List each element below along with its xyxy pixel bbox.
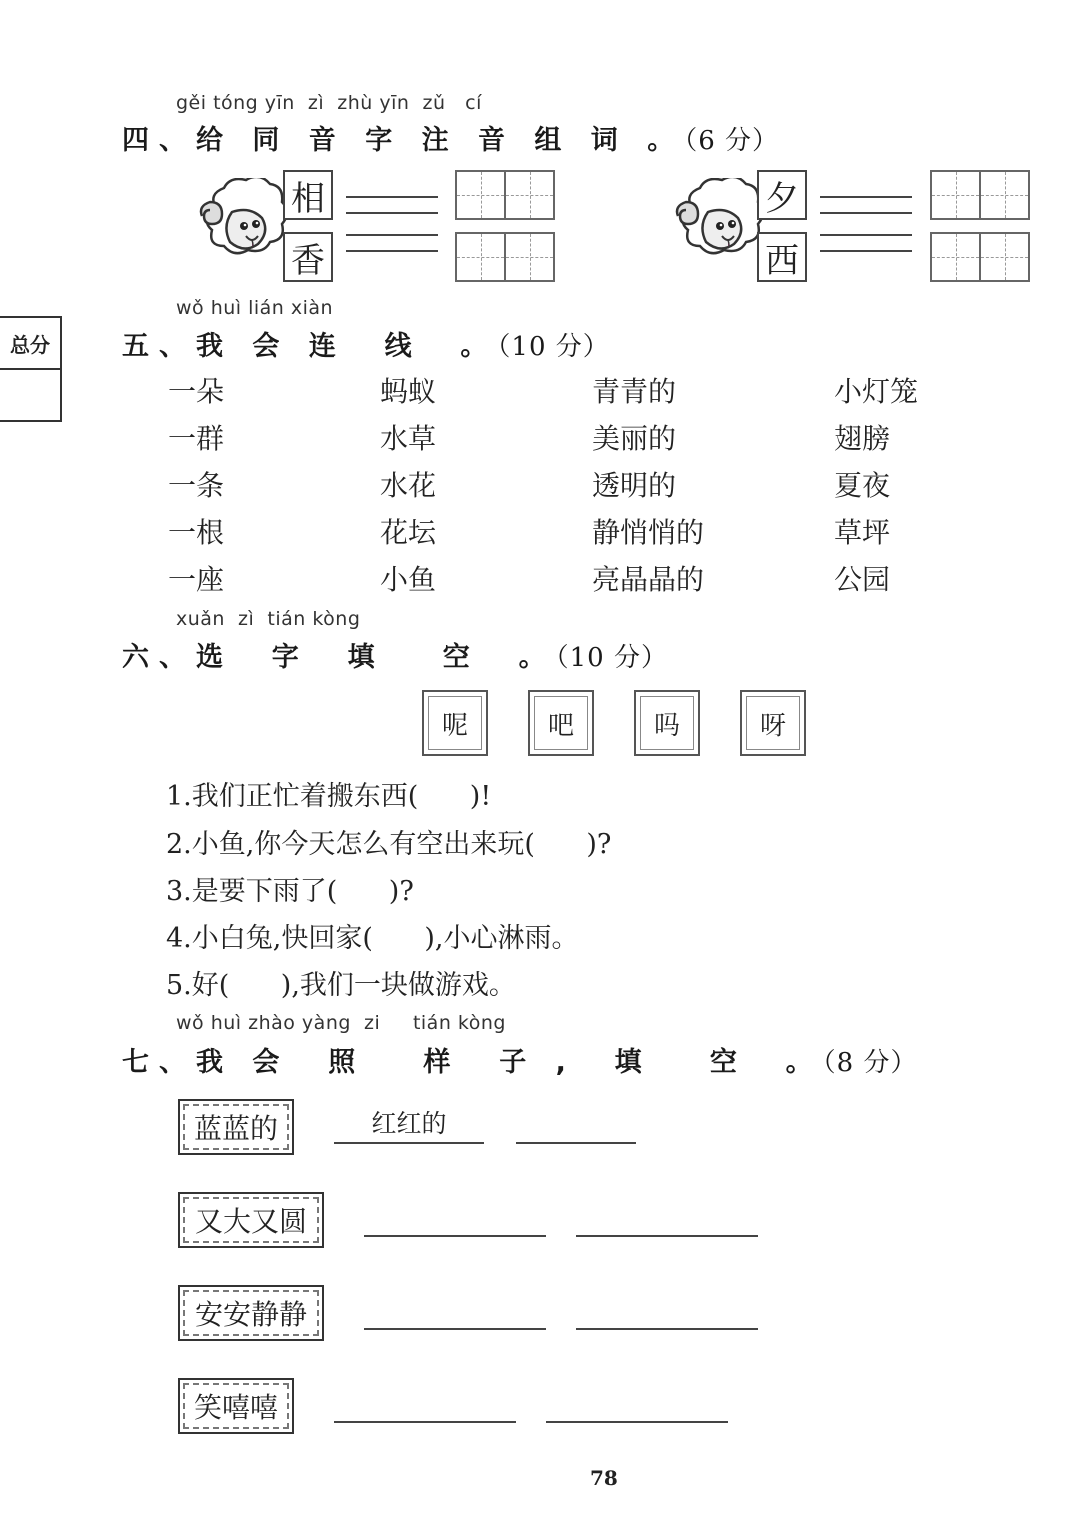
- section5-title-text: 五、我 会 连 线 。: [122, 331, 498, 362]
- match-word[interactable]: 青青的: [592, 375, 677, 408]
- option-char: 吧: [528, 690, 594, 756]
- match-word[interactable]: 翅膀: [834, 422, 891, 455]
- section7-title: [122, 1040, 917, 1079]
- match-word[interactable]: 透明的: [592, 469, 677, 502]
- pinyin-answer-line[interactable]: [820, 196, 912, 198]
- char-box: 香: [283, 232, 333, 282]
- total-score-box: [0, 316, 62, 422]
- section4-pinyin: gěi tóng yīn zì zhù yīn zǔ cí: [176, 92, 482, 114]
- match-word[interactable]: 小灯笼: [834, 375, 919, 408]
- section4-title-text: 四、给 同 音 字 注 音 组 词 。: [122, 125, 685, 156]
- section6-title-text: 六、选 字 填 空 。: [122, 642, 556, 673]
- section5-pinyin: wǒ huì lián xiàn: [176, 297, 334, 319]
- fill-sentence[interactable]: 1.我们正忙着搬东西( )!: [166, 781, 492, 812]
- answer-line[interactable]: [334, 1383, 516, 1423]
- fill-sentence[interactable]: 4.小白兔,快回家( ),小心淋雨。: [166, 923, 579, 954]
- section6-title: [122, 635, 668, 674]
- match-word[interactable]: 一朵: [168, 375, 225, 408]
- fill-sentence[interactable]: 3.是要下雨了( )?: [166, 876, 414, 907]
- match-word[interactable]: 花坛: [380, 516, 437, 549]
- fill-sentence[interactable]: 2.小鱼,你今天怎么有空出来玩( )?: [166, 829, 612, 860]
- example-word: 笑嘻嘻: [178, 1378, 294, 1434]
- answer-line[interactable]: [546, 1383, 728, 1423]
- pinyin-answer-line[interactable]: [346, 234, 438, 236]
- option-char: 吗: [634, 690, 700, 756]
- match-word[interactable]: 水花: [380, 469, 437, 502]
- match-word[interactable]: 一根: [168, 516, 225, 549]
- pinyin-answer-line[interactable]: [346, 212, 438, 214]
- answer-line[interactable]: [364, 1290, 546, 1330]
- word-writing-grid[interactable]: [455, 232, 555, 282]
- section7-score: （8 分）: [822, 1048, 918, 1078]
- example-word: 安安静静: [178, 1285, 324, 1341]
- match-word[interactable]: 一条: [168, 469, 225, 502]
- section6-score: （10 分）: [555, 643, 668, 673]
- section6-pinyin: xuǎn zì tián kòng: [176, 608, 361, 630]
- match-word[interactable]: 小鱼: [380, 563, 437, 596]
- answer-line[interactable]: [516, 1104, 636, 1144]
- answer-line[interactable]: [576, 1290, 758, 1330]
- match-word[interactable]: 公园: [834, 563, 891, 596]
- total-score-label: 总分: [0, 318, 60, 370]
- word-writing-grid[interactable]: [930, 232, 1030, 282]
- word-writing-grid[interactable]: [930, 170, 1030, 220]
- fill-sentence[interactable]: 5.好( ),我们一块做游戏。: [166, 970, 516, 1001]
- option-char: 呀: [740, 690, 806, 756]
- answer-line[interactable]: [576, 1197, 758, 1237]
- total-score-field[interactable]: [0, 370, 60, 420]
- example-word: 又大又圆: [178, 1192, 324, 1248]
- pinyin-answer-line[interactable]: [346, 250, 438, 252]
- match-word[interactable]: 蚂蚁: [380, 375, 437, 408]
- section5-score: （10 分）: [497, 332, 610, 362]
- answer-line[interactable]: [364, 1197, 546, 1237]
- sheep-icon: [672, 178, 764, 268]
- answer-line[interactable]: 红红的: [334, 1104, 484, 1144]
- section4-score: （6 分）: [684, 126, 780, 156]
- match-word[interactable]: 水草: [380, 422, 437, 455]
- char-box: 夕: [757, 170, 807, 220]
- match-word[interactable]: 一座: [168, 563, 225, 596]
- section4-title: [122, 118, 779, 157]
- pinyin-answer-line[interactable]: [820, 250, 912, 252]
- match-word[interactable]: 静悄悄的: [592, 516, 705, 549]
- page-number: 78: [590, 1466, 618, 1490]
- char-box: 西: [757, 232, 807, 282]
- option-char: 呢: [422, 690, 488, 756]
- match-word[interactable]: 美丽的: [592, 422, 677, 455]
- match-word[interactable]: 夏夜: [834, 469, 891, 502]
- pinyin-answer-line[interactable]: [820, 212, 912, 214]
- sheep-icon: [196, 178, 288, 268]
- match-word[interactable]: 草坪: [834, 516, 891, 549]
- example-word: 蓝蓝的: [178, 1099, 294, 1155]
- match-word[interactable]: 一群: [168, 422, 225, 455]
- section7-pinyin: wǒ huì zhào yàng zi tián kòng: [176, 1012, 506, 1034]
- char-box: 相: [283, 170, 333, 220]
- word-writing-grid[interactable]: [455, 170, 555, 220]
- section5-title: [122, 324, 610, 363]
- pinyin-answer-line[interactable]: [346, 196, 438, 198]
- section7-title-text: 七、我 会 照 样 子 , 填 空 。: [122, 1047, 823, 1078]
- pinyin-answer-line[interactable]: [820, 234, 912, 236]
- match-word[interactable]: 亮晶晶的: [592, 563, 705, 596]
